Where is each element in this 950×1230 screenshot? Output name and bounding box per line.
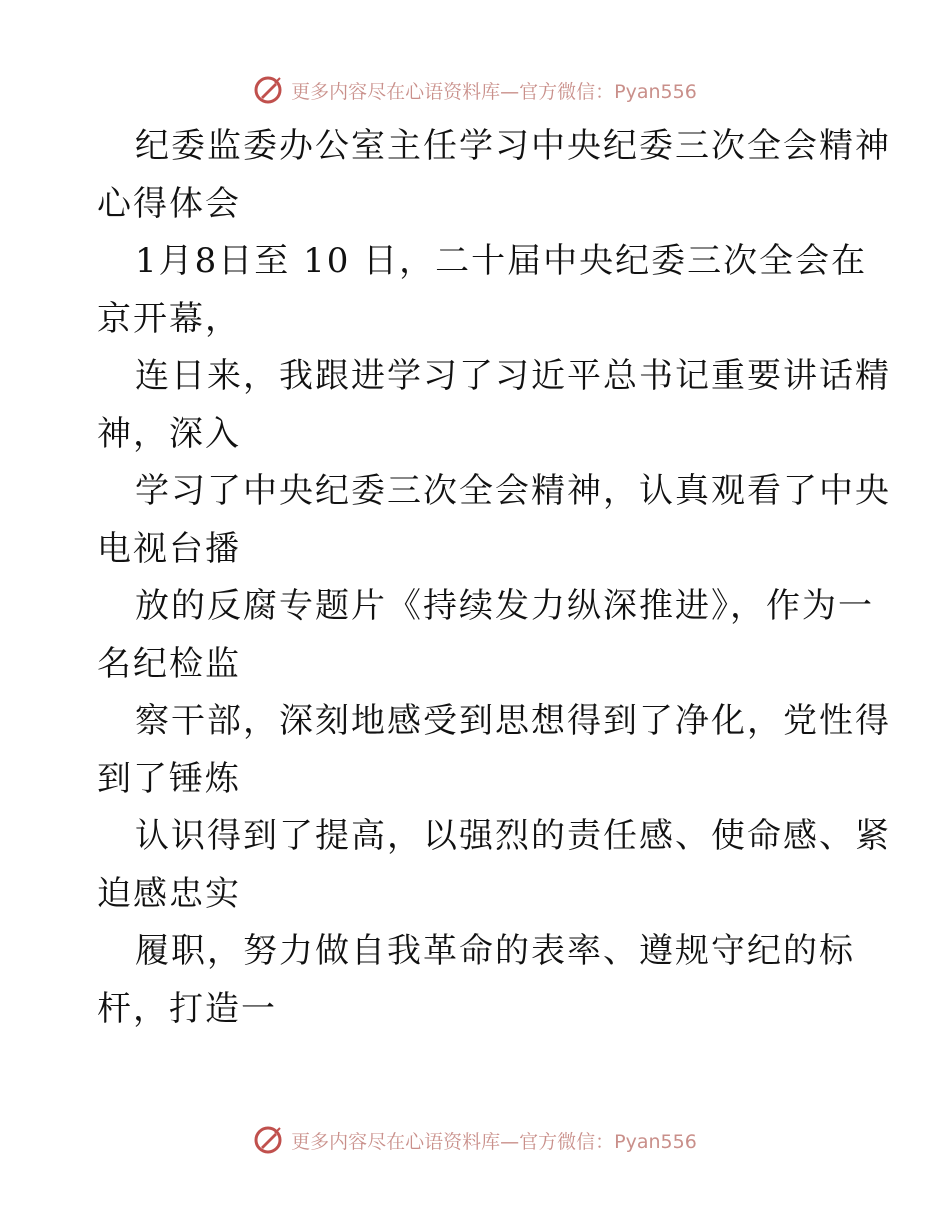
quill-circle-logo-icon — [253, 75, 283, 105]
text-line: 京开幕， — [97, 298, 241, 339]
footer-wechat-id: Pyan556 — [614, 1130, 697, 1153]
footer-banner — [0, 1120, 950, 1160]
text-line: 连日来，我跟进学习了习近平总书记重要讲话精 — [135, 356, 891, 396]
header-wechat-id: Pyan556 — [614, 80, 697, 103]
footer-banner-text: 更多内容尽在心语资料库—官方微信：Pyan556 — [291, 1130, 697, 1153]
header-banner — [0, 70, 950, 110]
quill-circle-logo-icon — [253, 1125, 283, 1155]
text-line: 电视台播 — [97, 528, 241, 569]
text-line: 1月8日至 10 日，二十届中央纪委三次全会在 — [135, 241, 868, 281]
text-line: 名纪检监 — [97, 643, 241, 684]
header-banner-text: 更多内容尽在心语资料库—官方微信：Pyan556 — [291, 80, 697, 103]
text-line: 到了锤炼 — [97, 758, 241, 799]
text-line: 履职，努力做自我革命的表率、遵规守纪的标 — [135, 931, 855, 971]
text-line: 察干部，深刻地感受到思想得到了净化，党性得 — [135, 701, 891, 741]
text-line: 学习了中央纪委三次全会精神，认真观看了中央 — [135, 471, 891, 511]
document-body — [97, 118, 891, 1038]
text-line: 迫感忠实 — [97, 873, 241, 914]
text-line: 心得体会 — [97, 183, 241, 224]
text-line: 认识得到了提高，以强烈的责任感、使命感、紧 — [135, 816, 891, 856]
text-line: 杆，打造一 — [97, 988, 277, 1029]
text-line: 神，深入 — [97, 413, 241, 454]
text-line: 放的反腐专题片《持续发力纵深推进》，作为一 — [135, 586, 874, 626]
text-line: 纪委监委办公室主任学习中央纪委三次全会精神 — [135, 126, 891, 166]
